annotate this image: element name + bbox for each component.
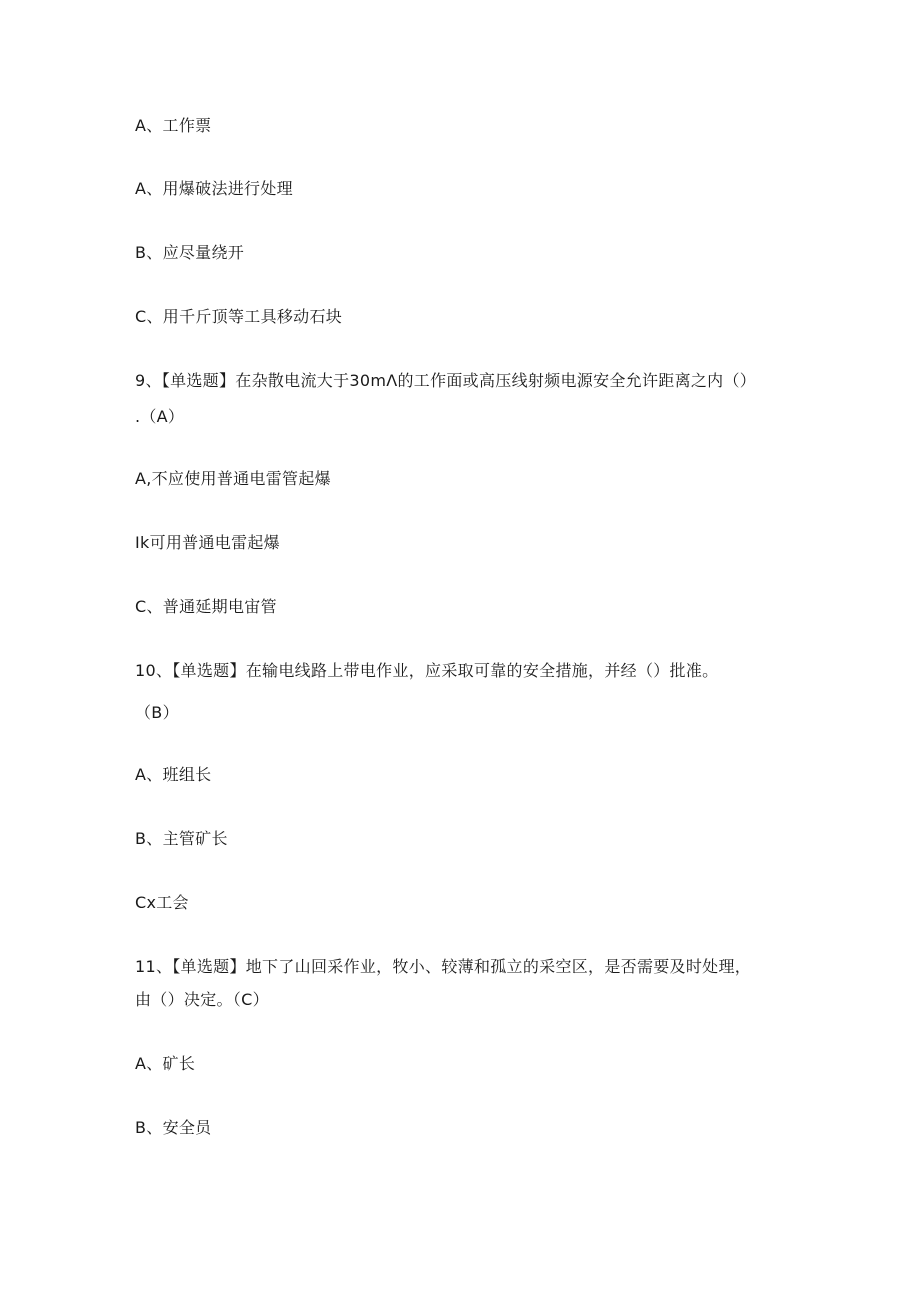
option-b-bypass: B、应尽量绕开 — [135, 243, 245, 262]
question-9-answer: .（A） — [135, 407, 185, 426]
option-c-jack: C、用千斤顶等工具移动石块 — [135, 307, 343, 326]
question-10-option-b: B、主管矿长 — [135, 829, 228, 848]
question-9-option-b: Ik可用普通电雷起爆 — [135, 533, 280, 552]
question-10-answer: （B） — [135, 703, 179, 722]
question-9-option-a: A,不应使用普通电雷管起爆 — [135, 469, 331, 488]
question-11-option-a: A、矿长 — [135, 1054, 196, 1073]
question-10-text: 10、【单选题】在输电线路上带电作业，应采取可靠的安全措施，并经（）批准。 — [135, 661, 719, 680]
question-10-option-a: A、班组长 — [135, 765, 212, 784]
question-11-option-b: B、安全员 — [135, 1118, 212, 1137]
question-11-text: 11、【单选题】地下了山回采作业，牧小、较薄和孤立的采空区，是否需要及时处理， — [135, 957, 752, 976]
question-11-text-continued: 由（）决定。（C） — [135, 990, 269, 1009]
question-9-text: 9、【单选题】在杂散电流大于30mΛ的工作面或高压线射频电源安全允许距离之内（） — [135, 371, 757, 390]
question-9-option-c: C、普通延期电宙管 — [135, 597, 277, 616]
option-a-blasting: A、用爆破法进行处理 — [135, 179, 293, 198]
question-10-option-c: Cx工会 — [135, 893, 189, 912]
option-a-work-ticket: A、工作票 — [135, 116, 212, 135]
